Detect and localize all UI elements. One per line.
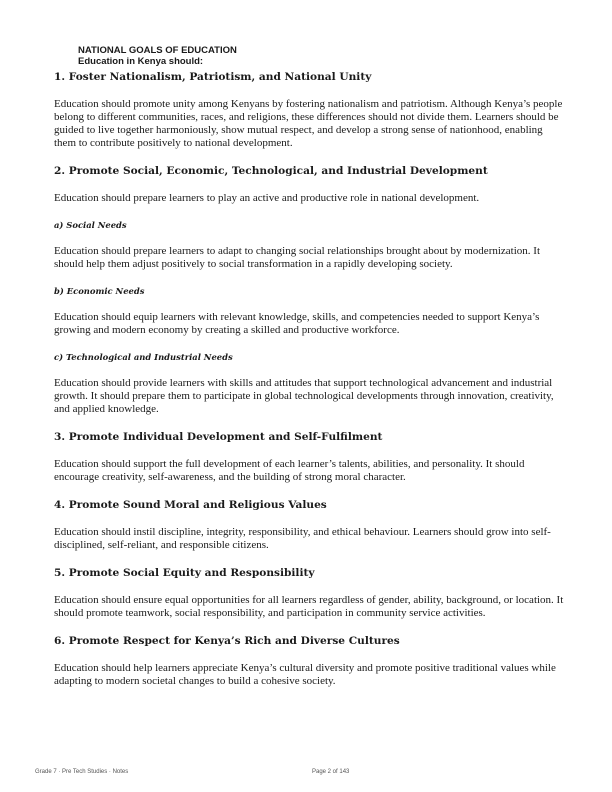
technological-needs-heading: c) Technological and Industrial Needs xyxy=(54,352,233,362)
goal-3-section xyxy=(54,430,564,484)
technological-needs-text: Education should provide learners with skills and attitudes that support technological advancement and industrial growth. It should prepare them to participate in global technological developments through innovation, creativity, and applied knowledge. xyxy=(54,377,554,415)
document-body xyxy=(54,70,564,702)
document-subtitle: Education in Kenya should: xyxy=(78,56,204,67)
goal-5-heading: 5. Promote Social Equity and Responsibility xyxy=(54,567,315,579)
goal-4-heading: 4. Promote Sound Moral and Religious Values xyxy=(54,499,327,511)
goal-1-text: Education should promote unity among Kenyans by fostering nationalism and patriotism. Although Kenya’s people belong to different communities, races, and religions, these differences should not divide them. Learners should be guided to live together harmoniously, show mutual respect, and develop a strong sense of nationhood, enabling them to contribute positively to national development. xyxy=(54,98,563,149)
goal-2-section xyxy=(54,164,564,416)
goal-1-heading: 1. Foster Nationalism, Patriotism, and National Unity xyxy=(54,71,372,83)
goal-2-text: Education should prepare learners to play an active and productive role in national development. xyxy=(54,192,480,204)
goal-3-heading: 3. Promote Individual Development and Self-Fulfilment xyxy=(54,431,383,443)
social-needs-text: Education should prepare learners to adapt to changing social relationships brought about by modernization. It should help them adjust positively to social transformation in a rapidly developing society. xyxy=(54,245,541,270)
goal-6-heading: 6. Promote Respect for Kenya’s Rich and Diverse Cultures xyxy=(54,635,400,647)
goal-3-text: Education should support the full development of each learner’s talents, abilities, and personality. It should encourage creativity, self-awareness, and the building of strong moral character. xyxy=(54,458,525,483)
goal-4-section xyxy=(54,498,564,552)
goal-2-heading: 2. Promote Social, Economic, Technological, and Industrial Development xyxy=(54,165,488,177)
document-title: NATIONAL GOALS OF EDUCATION xyxy=(78,45,237,56)
economic-needs-text: Education should equip learners with relevant knowledge, skills, and competencies needed to support Kenya’s growing and modern economy by creating a skilled and productive workforce. xyxy=(54,311,540,336)
goal-4-text: Education should instil discipline, integrity, responsibility, and ethical behaviour. Learners should grow into self-disciplined, self-reliant, and responsible citizens. xyxy=(54,526,551,551)
goal-5-section xyxy=(54,566,564,620)
social-needs-heading: a) Social Needs xyxy=(54,220,127,230)
footer-page-number: Page 2 of 143 xyxy=(312,769,350,775)
footer-course-label: Grade 7 · Pre Tech Studies · Notes xyxy=(35,769,129,775)
goal-6-text: Education should help learners appreciate Kenya’s cultural diversity and promote positive traditional values while adapting to modern societal changes to build a cohesive society. xyxy=(54,662,556,687)
economic-needs-heading: b) Economic Needs xyxy=(54,286,145,296)
goal-5-text: Education should ensure equal opportunities for all learners regardless of gender, ability, background, or location. It should promote teamwork, social responsibility, and participation in community service activities. xyxy=(54,594,564,619)
goal-6-section xyxy=(54,634,564,688)
goal-1-section xyxy=(54,70,564,150)
